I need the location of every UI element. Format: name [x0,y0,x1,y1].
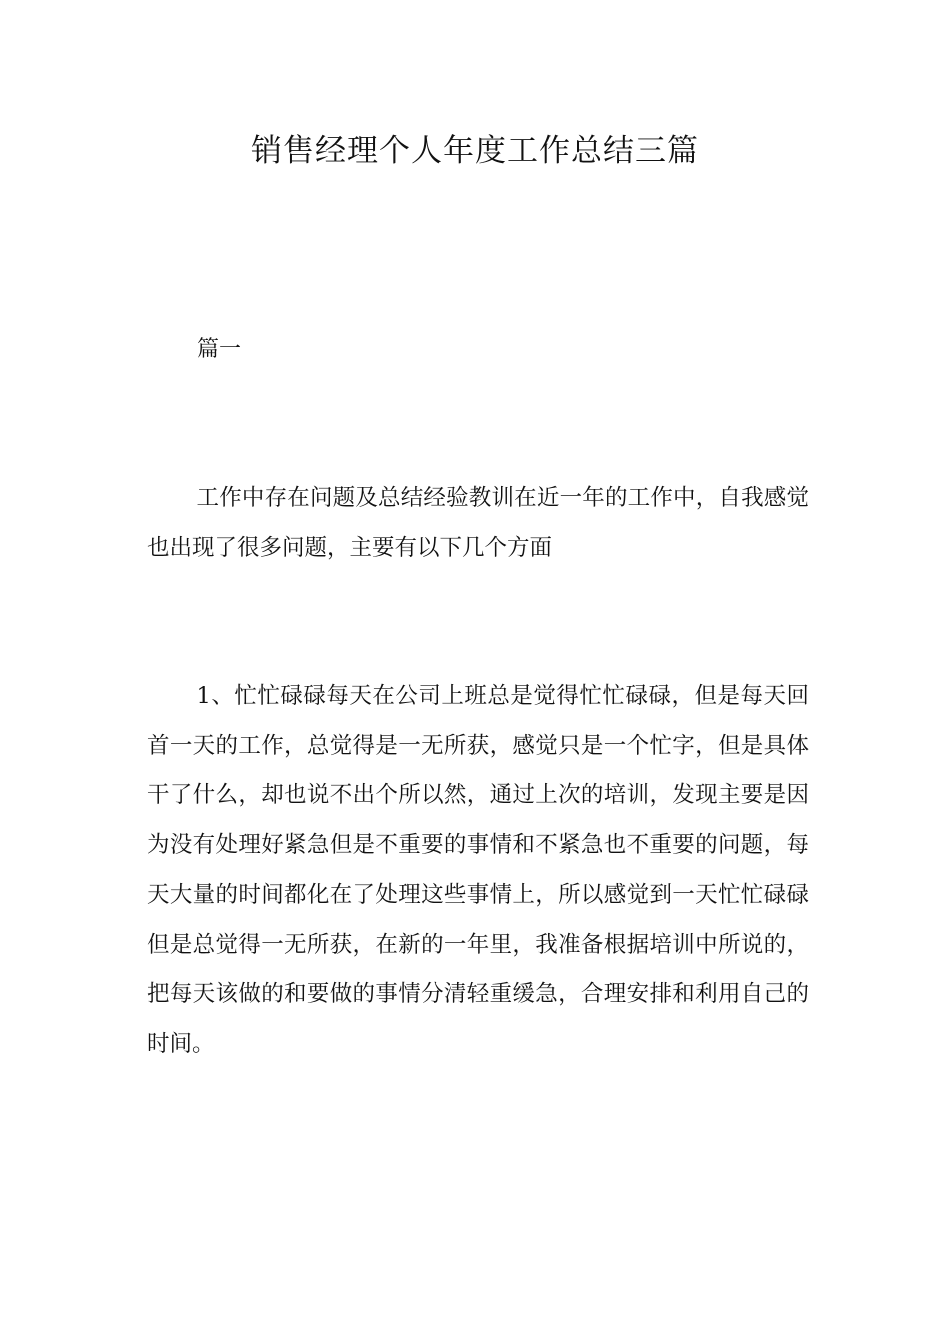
section-label: 篇一 [197,337,242,362]
document-title: 销售经理个人年度工作总结三篇 [251,133,699,169]
paragraph-point-1: 1、忙忙碌碌每天在公司上班总是觉得忙忙碌碌，但是每天回首一天的工作，总觉得是一无所获，感觉只是一个忙字，但是具体干了什么，却也说不出个所以然，通过上次的培训，发现主要是因为没有处理好紧急但是不重要的事情和不紧急也不重要的问题，每天大量的时间都化在了处理这些事情上，所以感觉到一天忙忙碌碌但是总觉得一无所获，在新的一年里，我准备根据培训中所说的，把每天该做的和要做的事情分清轻重缓急，合理安排和利用自己的时间。 [147,683,809,1057]
paragraph-intro: 工作中存在问题及总结经验教训在近一年的工作中，自我感觉也出现了很多问题，主要有以下几个方面 [147,485,809,561]
